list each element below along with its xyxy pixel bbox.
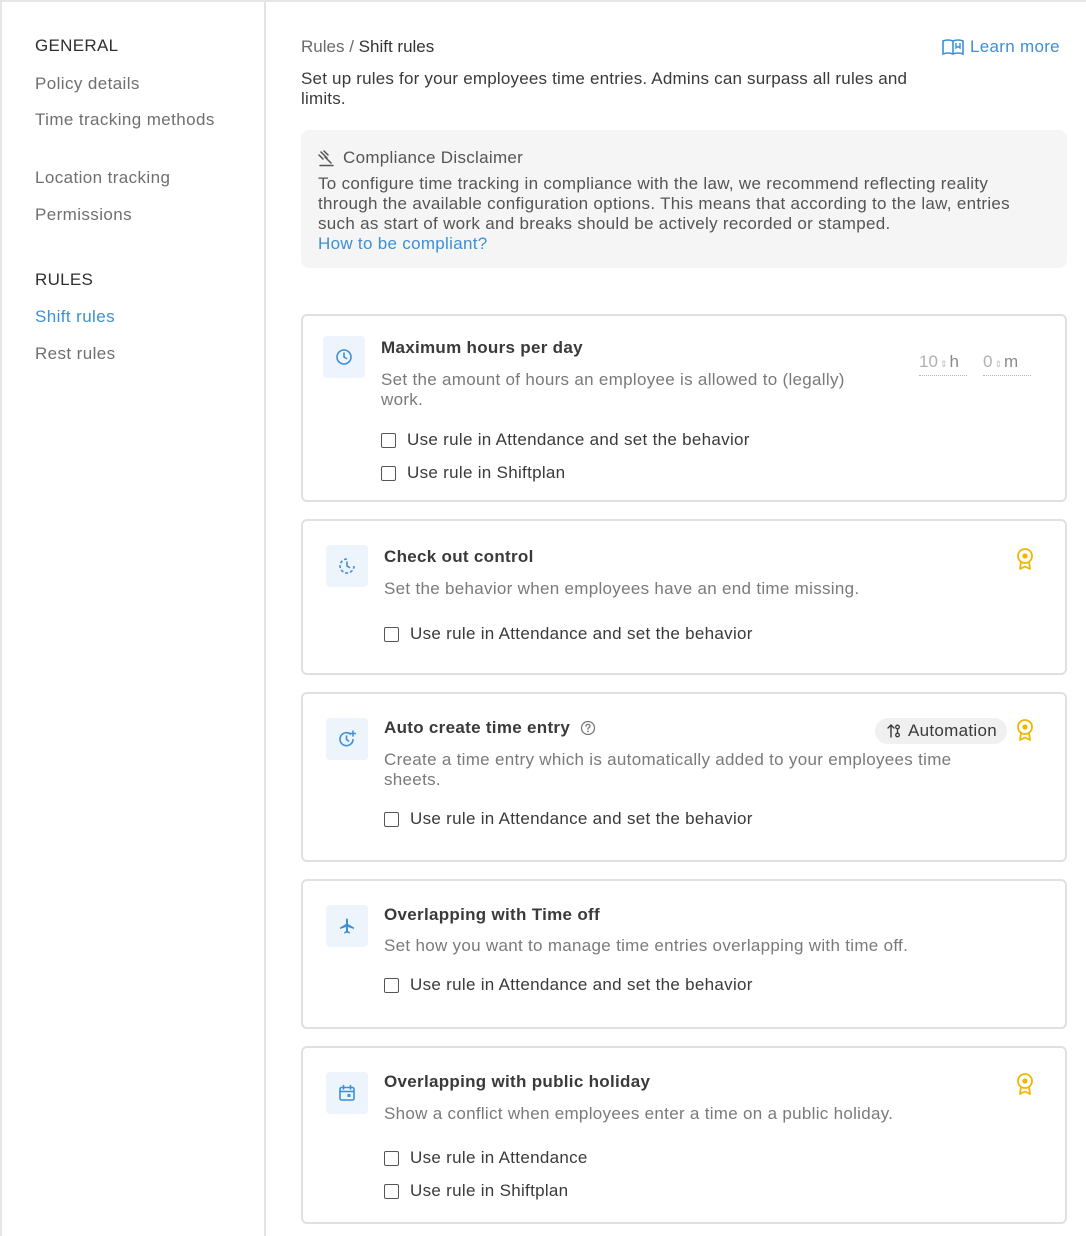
compliance-disclaimer [301,130,1067,268]
clock-dashed-icon [338,557,356,575]
minutes-unit: m [1004,352,1019,371]
checkbox-label: Use rule in Attendance and set the behavior [407,430,750,449]
hours-input[interactable] [919,352,967,376]
sidebar-item-time-tracking-methods[interactable]: Time tracking methods [35,110,215,129]
checkbox-label: Use rule in Attendance and set the behavior [410,975,753,994]
premium-badge-icon [1015,718,1035,742]
clock-plus-icon [338,730,356,748]
sidebar-item-location-tracking[interactable]: Location tracking [35,168,171,187]
card-description: Set how you want to manage time entries overlapping with time off. [384,936,909,955]
rule-card-public-holiday [301,1046,1067,1224]
help-icon[interactable] [580,720,596,736]
card-description: Set the behavior when employees have an end time missing. [384,579,860,598]
card-icon-box [323,336,365,378]
checkbox-attendance[interactable] [384,1148,588,1168]
checkbox[interactable] [381,466,396,481]
page-intro: Set up rules for your employees time entries. Admins can surpass all rules and limits. [301,69,908,108]
gavel-icon [318,150,335,167]
clock-icon [335,348,353,366]
checkbox[interactable] [384,1151,399,1166]
sidebar-heading-general: GENERAL [35,36,119,55]
card-description: Show a conflict when employees enter a time on a public holiday. [384,1104,894,1123]
rule-card-auto-create [301,692,1067,862]
card-icon-box [326,1072,368,1114]
checkbox-shiftplan[interactable] [381,463,565,483]
disclaimer-header [318,148,1051,168]
card-title: Maximum hours per day [381,338,583,357]
card-title: Check out control [384,547,534,566]
minutes-input[interactable] [983,352,1031,376]
checkbox[interactable] [384,812,399,827]
sidebar-item-policy-details[interactable]: Policy details [35,74,140,93]
premium-badge-icon [1015,1072,1035,1096]
rule-card-time-off [301,879,1067,1029]
sidebar-heading-rules: RULES [35,270,94,289]
main-content [268,2,1086,1236]
rule-card-max-hours [301,314,1067,502]
checkbox-attendance[interactable] [384,624,753,644]
compliance-link[interactable]: How to be compliant? [318,234,488,253]
breadcrumb-parent[interactable]: Rules [301,37,345,56]
sidebar-item-rest-rules[interactable]: Rest rules [35,344,116,363]
card-icon-box [326,718,368,760]
learn-more-label: Learn more [970,37,1060,56]
checkbox-label: Use rule in Shiftplan [410,1181,569,1200]
book-icon [942,38,964,56]
checkbox-label: Use rule in Attendance [410,1148,588,1167]
checkbox-shiftplan[interactable] [384,1181,568,1201]
checkbox-label: Use rule in Attendance and set the behavior [410,624,753,643]
minutes-value: 0 [983,352,993,371]
card-icon-box [326,545,368,587]
automation-icon [886,723,902,739]
checkbox-label: Use rule in Shiftplan [407,463,566,482]
breadcrumb [301,37,434,57]
card-description: Create a time entry which is automatically added to your employees time sheets. [384,750,952,789]
card-icon-box [326,905,368,947]
checkbox[interactable] [381,433,396,448]
calendar-icon [338,1084,356,1102]
airplane-icon [338,917,356,935]
max-hours-inputs [919,352,1031,376]
card-title: Overlapping with Time off [384,905,600,924]
checkbox-label: Use rule in Attendance and set the behavior [410,809,753,828]
learn-more-link[interactable] [942,37,1060,57]
checkbox-attendance[interactable] [384,975,753,995]
card-description: Set the amount of hours an employee is allowed to (legally) work. [381,370,845,409]
rule-card-checkout-control [301,519,1067,675]
card-title-row [384,718,596,738]
hours-value: 10 [919,352,938,371]
sidebar-item-shift-rules[interactable]: Shift rules [35,307,115,326]
breadcrumb-current: Shift rules [358,37,435,56]
premium-badge-icon [1015,547,1035,571]
checkbox[interactable] [384,1184,399,1199]
checkbox-attendance[interactable] [384,809,753,829]
sidebar [2,2,266,1236]
disclaimer-body: To configure time tracking in compliance with the law, we recommend reflecting reality through the available configuration options. This means that according to the law, entries such as start of work and breaks should be actively recorded or stamped. [318,174,1010,233]
sidebar-item-permissions[interactable]: Permissions [35,205,132,224]
stepper-icon[interactable]: ⇕ [939,359,948,369]
stepper-icon[interactable]: ⇕ [994,359,1003,369]
checkbox-attendance[interactable] [381,430,750,450]
checkbox[interactable] [384,627,399,642]
checkbox[interactable] [384,978,399,993]
hours-unit: h [949,352,959,371]
card-title: Auto create time entry [384,718,571,737]
automation-chip [875,718,1007,744]
card-title: Overlapping with public holiday [384,1072,651,1091]
automation-label: Automation [908,721,997,740]
breadcrumb-separator: / [349,37,354,56]
disclaimer-title: Compliance Disclaimer [343,148,524,167]
